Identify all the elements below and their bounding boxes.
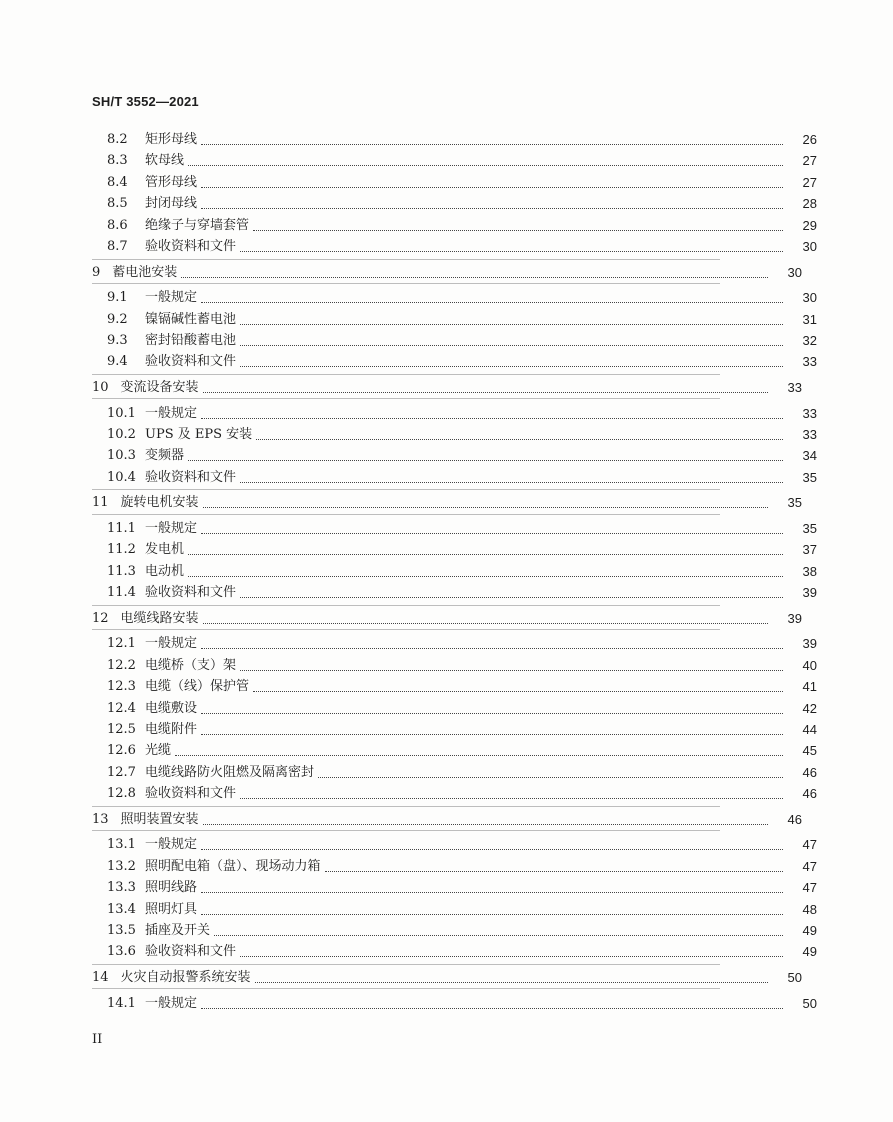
toc-number: 10.3 <box>107 448 136 464</box>
dot-leader <box>181 277 768 278</box>
toc-title: 软母线 <box>145 153 185 169</box>
dot-leader <box>240 798 783 799</box>
dot-leader <box>201 302 783 303</box>
toc-subsection[interactable] <box>0 940 893 960</box>
toc-subsection[interactable] <box>0 286 893 306</box>
toc-number: 11 <box>92 495 109 511</box>
toc-number: 13.4 <box>107 901 136 917</box>
dot-leader <box>201 144 783 145</box>
dot-leader <box>201 713 783 714</box>
toc-subsection[interactable] <box>0 675 893 695</box>
toc-page-number: 33 <box>802 354 817 370</box>
dot-leader <box>240 366 783 367</box>
section-divider <box>92 806 720 807</box>
toc-number: 9.4 <box>107 354 128 370</box>
toc-subsection[interactable] <box>0 992 893 1012</box>
toc-title: 封闭母线 <box>145 196 198 212</box>
section-divider <box>92 259 720 260</box>
dot-leader <box>203 623 768 624</box>
toc-title: 一般规定 <box>145 995 198 1011</box>
toc-title: 验收资料和文件 <box>145 786 237 802</box>
toc-page-number: 33 <box>802 427 817 442</box>
toc-title: 绝缘子与穿墙套管 <box>145 217 250 233</box>
toc-page-number: 37 <box>802 542 817 558</box>
toc-number: 13.5 <box>107 923 136 938</box>
dot-leader <box>201 892 783 893</box>
toc-title: 电缆线路安装 <box>120 610 199 626</box>
toc-page-number: 46 <box>802 764 817 780</box>
toc-number: 13.2 <box>107 858 136 874</box>
toc-number: 8.6 <box>107 217 128 233</box>
toc-page-number: 33 <box>787 380 802 395</box>
toc-title: UPS 及 EPS 安装 <box>145 427 253 442</box>
toc-subsection[interactable] <box>0 192 893 212</box>
toc-title: 电动机 <box>145 563 185 579</box>
dot-leader <box>240 956 783 957</box>
toc-page-number: 39 <box>802 585 817 601</box>
toc-title: 照明线路 <box>145 880 198 896</box>
toc-number: 9 <box>92 264 101 280</box>
dot-leader <box>240 482 783 483</box>
toc-title: 照明配电箱（盘）、现场动力箱 <box>145 858 321 874</box>
toc-page-number: 46 <box>802 786 817 802</box>
toc-subsection[interactable] <box>0 402 893 422</box>
toc-number: 13.6 <box>107 944 136 960</box>
toc-number: 13.1 <box>107 837 136 853</box>
dot-leader <box>240 670 783 671</box>
toc-title: 变流设备安装 <box>120 380 199 395</box>
toc-title: 验收资料和文件 <box>145 354 237 370</box>
section-divider <box>92 988 720 989</box>
section-divider <box>92 489 720 490</box>
toc-page-number: 50 <box>802 995 817 1011</box>
toc-subsection[interactable] <box>0 560 893 580</box>
toc-number: 10.1 <box>107 405 136 421</box>
toc-page-number: 29 <box>802 217 817 233</box>
toc-number: 8.4 <box>107 174 128 190</box>
toc-subsection[interactable] <box>0 718 893 738</box>
dot-leader <box>201 849 783 850</box>
toc-number: 11.2 <box>107 542 136 558</box>
toc-title: 变频器 <box>145 448 185 464</box>
toc-number: 12.7 <box>107 764 136 780</box>
toc-number: 12.2 <box>107 657 136 673</box>
toc-number: 10 <box>92 380 109 395</box>
toc-subsection[interactable] <box>0 350 893 370</box>
section-divider <box>92 605 720 606</box>
toc-subsection[interactable] <box>0 919 893 939</box>
section-divider <box>92 514 720 515</box>
toc-page-number: 35 <box>787 495 802 511</box>
toc-page-number: 45 <box>802 743 817 759</box>
toc-page-number: 27 <box>802 153 817 169</box>
toc-number: 12.3 <box>107 679 136 695</box>
toc-title: 管形母线 <box>145 174 198 190</box>
toc-section[interactable] <box>0 491 878 511</box>
toc-subsection[interactable] <box>0 632 893 652</box>
toc-title: 一般规定 <box>145 636 198 652</box>
toc-title: 一般规定 <box>145 405 198 421</box>
toc-subsection[interactable] <box>0 171 893 191</box>
toc-page-number: 38 <box>802 563 817 579</box>
dot-leader <box>188 165 783 166</box>
toc-title: 验收资料和文件 <box>145 469 237 485</box>
dot-leader <box>188 554 783 555</box>
toc-number: 8.3 <box>107 153 128 169</box>
toc-page-number: 49 <box>802 923 817 938</box>
toc-title: 旋转电机安装 <box>120 495 199 511</box>
dot-leader <box>253 230 783 231</box>
dot-leader <box>188 576 783 577</box>
toc-subsection[interactable] <box>0 739 893 759</box>
toc-page-number: 39 <box>787 610 802 626</box>
dot-leader <box>201 1008 783 1009</box>
section-divider <box>92 629 720 630</box>
toc-page-number: 42 <box>802 700 817 716</box>
toc-page-number: 33 <box>802 405 817 421</box>
toc-title: 矩形母线 <box>145 132 198 147</box>
toc-title: 验收资料和文件 <box>145 585 237 601</box>
toc-section[interactable] <box>0 376 878 396</box>
dot-leader <box>201 418 783 419</box>
dot-leader <box>240 251 783 252</box>
toc-subsection[interactable] <box>0 149 893 169</box>
toc-subsection[interactable] <box>0 697 893 717</box>
toc-title: 电缆敷设 <box>145 700 198 716</box>
toc-subsection[interactable] <box>0 444 893 464</box>
toc-number: 9.1 <box>107 290 128 306</box>
toc-page-number: 47 <box>802 858 817 874</box>
toc-page-number: 50 <box>787 970 802 985</box>
section-divider <box>92 964 720 965</box>
toc-subsection[interactable] <box>0 855 893 875</box>
toc-subsection[interactable] <box>0 654 893 674</box>
toc-page-number: 30 <box>802 290 817 306</box>
dot-leader <box>203 392 768 393</box>
toc-number: 12.8 <box>107 786 136 802</box>
toc-page-number: 30 <box>787 264 802 280</box>
dot-leader <box>240 324 783 325</box>
toc-title: 验收资料和文件 <box>145 944 237 960</box>
dot-leader <box>201 187 783 188</box>
toc-page-number: 48 <box>802 901 817 917</box>
toc-page-number: 35 <box>802 469 817 485</box>
toc-number: 12.6 <box>107 743 136 759</box>
toc-subsection[interactable] <box>0 329 893 349</box>
toc-subsection[interactable] <box>0 308 893 328</box>
toc-title: 电缆桥（支）架 <box>145 657 237 673</box>
toc-title: 光缆 <box>145 743 172 759</box>
toc-page-number: 28 <box>802 196 817 212</box>
toc-number: 11.4 <box>107 585 136 601</box>
dot-leader <box>318 777 783 778</box>
toc-number: 13 <box>92 811 109 827</box>
toc-number: 10.2 <box>107 427 136 442</box>
toc-subsection[interactable] <box>0 423 893 443</box>
toc-title: 一般规定 <box>145 290 198 306</box>
toc-title: 插座及开关 <box>145 923 211 938</box>
toc-subsection[interactable] <box>0 538 893 558</box>
toc-page-number: 26 <box>802 132 817 147</box>
toc-title: 一般规定 <box>145 521 198 536</box>
toc-number: 11.3 <box>107 563 136 579</box>
toc-title: 发电机 <box>145 542 185 558</box>
dot-leader <box>188 460 783 461</box>
toc-title: 蓄电池安装 <box>112 264 178 280</box>
dot-leader <box>256 439 783 440</box>
toc-title: 照明装置安装 <box>120 811 199 827</box>
toc-subsection[interactable] <box>0 466 893 486</box>
toc-number: 8.5 <box>107 196 128 212</box>
toc-subsection[interactable] <box>0 833 893 853</box>
toc-subsection[interactable] <box>0 782 893 802</box>
toc-section[interactable] <box>0 607 878 627</box>
toc-section[interactable] <box>0 966 878 986</box>
toc-title: 电缆（线）保护管 <box>145 679 250 695</box>
toc-page-number: 49 <box>802 944 817 960</box>
toc-title: 密封铅酸蓄电池 <box>145 333 237 348</box>
dot-leader <box>175 755 783 756</box>
toc-page-number: 31 <box>802 311 817 327</box>
document-code: SH/T 3552—2021 <box>92 94 199 109</box>
section-divider <box>92 374 720 375</box>
dot-leader <box>203 824 768 825</box>
toc-subsection[interactable] <box>0 581 893 601</box>
toc-page-number: 44 <box>802 722 817 737</box>
toc-section[interactable] <box>0 261 878 281</box>
dot-leader <box>325 871 783 872</box>
dot-leader <box>240 597 783 598</box>
section-divider <box>92 283 720 284</box>
toc-title: 照明灯具 <box>145 901 198 917</box>
dot-leader <box>203 507 768 508</box>
toc-number: 10.4 <box>107 469 136 485</box>
section-divider <box>92 398 720 399</box>
toc-number: 9.2 <box>107 311 128 327</box>
dot-leader <box>255 982 768 983</box>
toc-subsection[interactable] <box>0 128 893 148</box>
toc-title: 一般规定 <box>145 837 198 853</box>
toc-page-number: 46 <box>787 811 802 827</box>
dot-leader <box>201 533 783 534</box>
toc-title: 验收资料和文件 <box>145 239 237 254</box>
toc-subsection[interactable] <box>0 898 893 918</box>
toc-title: 电缆附件 <box>145 722 198 737</box>
page-number: II <box>92 1032 103 1047</box>
dot-leader <box>240 345 783 346</box>
toc-page-number: 39 <box>802 636 817 652</box>
toc-subsection[interactable] <box>0 876 893 896</box>
toc-number: 8.2 <box>107 132 128 147</box>
dot-leader <box>201 208 783 209</box>
toc-page-number: 30 <box>802 239 817 254</box>
toc-number: 8.7 <box>107 239 128 254</box>
dot-leader <box>253 691 783 692</box>
toc-page-number: 47 <box>802 880 817 896</box>
toc-page-number: 47 <box>802 837 817 853</box>
toc-page-number: 35 <box>802 521 817 536</box>
toc-page-number: 27 <box>802 174 817 190</box>
toc-number: 12 <box>92 610 109 626</box>
toc-section[interactable] <box>0 808 878 828</box>
toc-number: 12.5 <box>107 722 136 737</box>
toc-subsection[interactable] <box>0 235 893 255</box>
section-divider <box>92 830 720 831</box>
toc-number: 14 <box>92 970 109 985</box>
toc-number: 14.1 <box>107 995 136 1011</box>
toc-page-number: 34 <box>802 448 817 464</box>
dot-leader <box>201 734 783 735</box>
toc-subsection[interactable] <box>0 214 893 234</box>
toc-page-number: 32 <box>802 333 817 348</box>
toc-title: 电缆线路防火阻燃及隔离密封 <box>145 764 315 780</box>
toc-number: 9.3 <box>107 333 128 348</box>
toc-number: 12.1 <box>107 636 136 652</box>
dot-leader <box>214 935 783 936</box>
toc-page-number: 41 <box>802 679 817 695</box>
toc-subsection[interactable] <box>0 761 893 781</box>
toc-title: 火灾自动报警系统安装 <box>120 970 251 985</box>
dot-leader <box>201 648 783 649</box>
toc-title: 镍镉碱性蓄电池 <box>145 311 237 327</box>
toc-number: 11.1 <box>107 521 136 536</box>
toc-number: 13.3 <box>107 880 136 896</box>
toc-number: 12.4 <box>107 700 136 716</box>
dot-leader <box>201 914 783 915</box>
toc-subsection[interactable] <box>0 517 893 537</box>
toc-page-number: 40 <box>802 657 817 673</box>
